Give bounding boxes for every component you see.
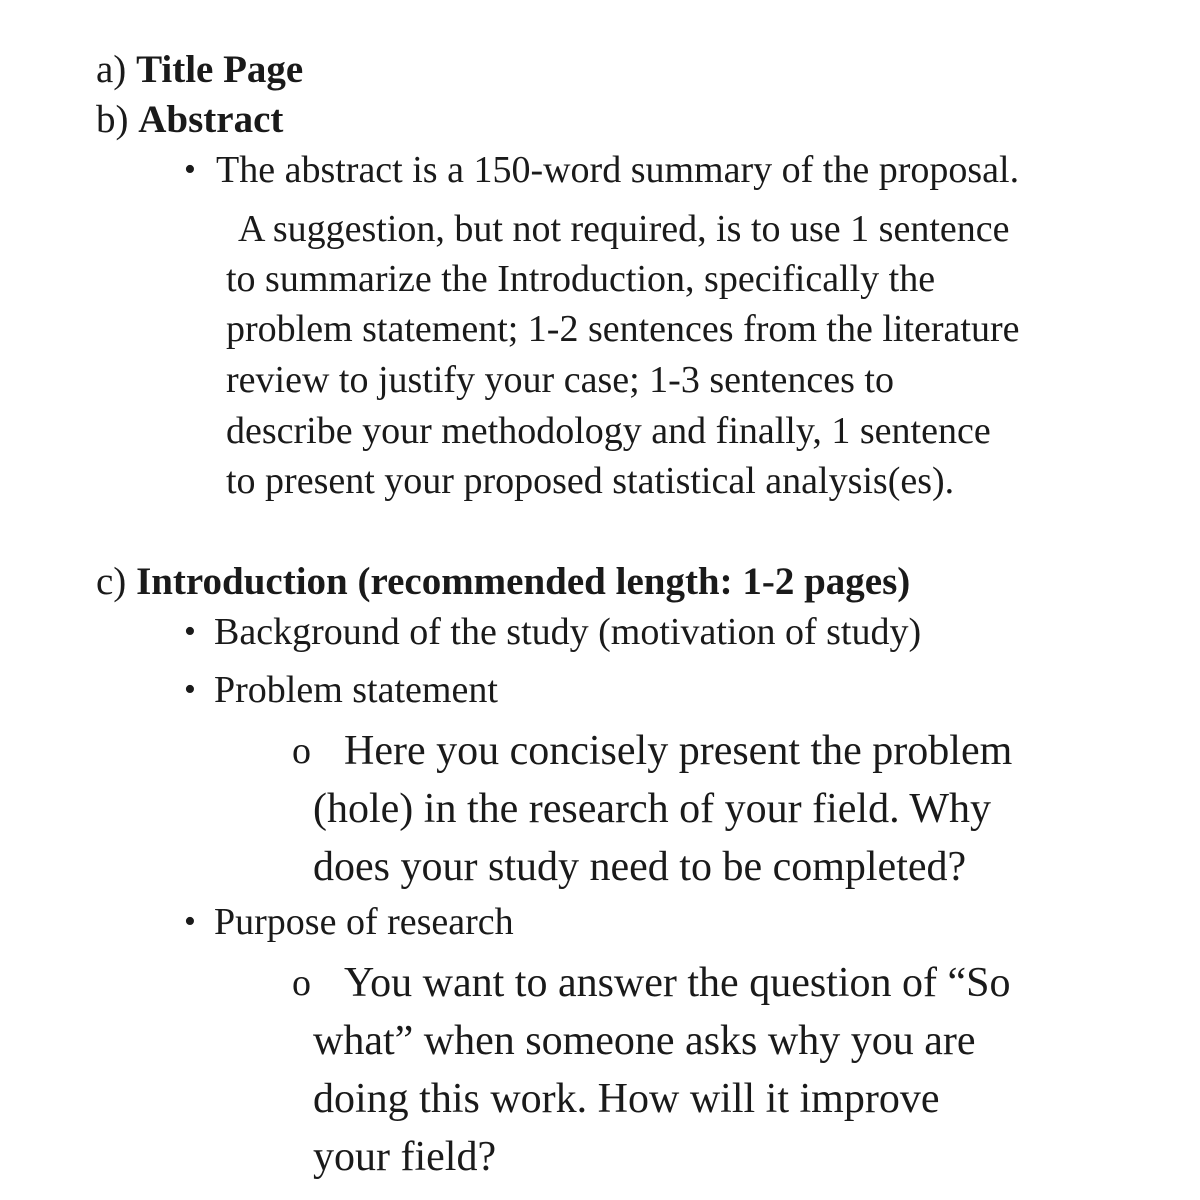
purpose-line: You want to answer the question of “So [344, 960, 1011, 1006]
bullet-icon: • [184, 671, 196, 708]
sub-bullet-icon: o [292, 962, 311, 1004]
abstract-paragraph-line: to present your proposed statistical analysis(es). [226, 460, 955, 502]
problem-statement-line: Here you concisely present the problem [344, 728, 1013, 774]
abstract-paragraph-line: to summarize the Introduction, specifically the [226, 258, 936, 300]
section-heading-abstract [96, 96, 283, 144]
bullet-icon: • [184, 903, 196, 940]
abstract-paragraph-line: problem statement; 1-2 sentences from the literature [226, 308, 1020, 350]
section-heading-introduction [96, 558, 910, 606]
purpose-line: doing this work. How will it improve [313, 1076, 940, 1122]
intro-item-background: Background of the study (motivation of study) [214, 611, 922, 653]
section-marker: b) [96, 98, 129, 141]
section-title: Abstract [138, 98, 284, 141]
section-marker: a) [96, 48, 127, 91]
abstract-paragraph-line: review to justify your case; 1-3 sentences to [226, 359, 894, 401]
problem-statement-line: does your study need to be completed? [313, 844, 967, 890]
abstract-paragraph-line: describe your methodology and finally, 1 sentence [226, 410, 991, 452]
section-heading-title-page [96, 46, 303, 94]
purpose-line: what” when someone asks why you are [313, 1018, 976, 1064]
abstract-first-line: The abstract is a 150-word summary of the proposal. [216, 149, 1020, 191]
section-title: Introduction (recommended length: 1-2 pages) [136, 560, 911, 603]
sub-bullet-icon: o [292, 730, 311, 772]
abstract-paragraph-line: A suggestion, but not required, is to use 1 sentence [238, 208, 1010, 250]
bullet-icon: • [184, 613, 196, 650]
bullet-icon: • [184, 151, 196, 188]
intro-item-purpose: Purpose of research [214, 901, 514, 943]
section-marker: c) [96, 560, 127, 603]
section-title: Title Page [136, 48, 304, 91]
intro-item-problem-statement: Problem statement [214, 669, 498, 711]
purpose-line: your field? [313, 1134, 497, 1180]
problem-statement-line: (hole) in the research of your field. Why [313, 786, 991, 832]
